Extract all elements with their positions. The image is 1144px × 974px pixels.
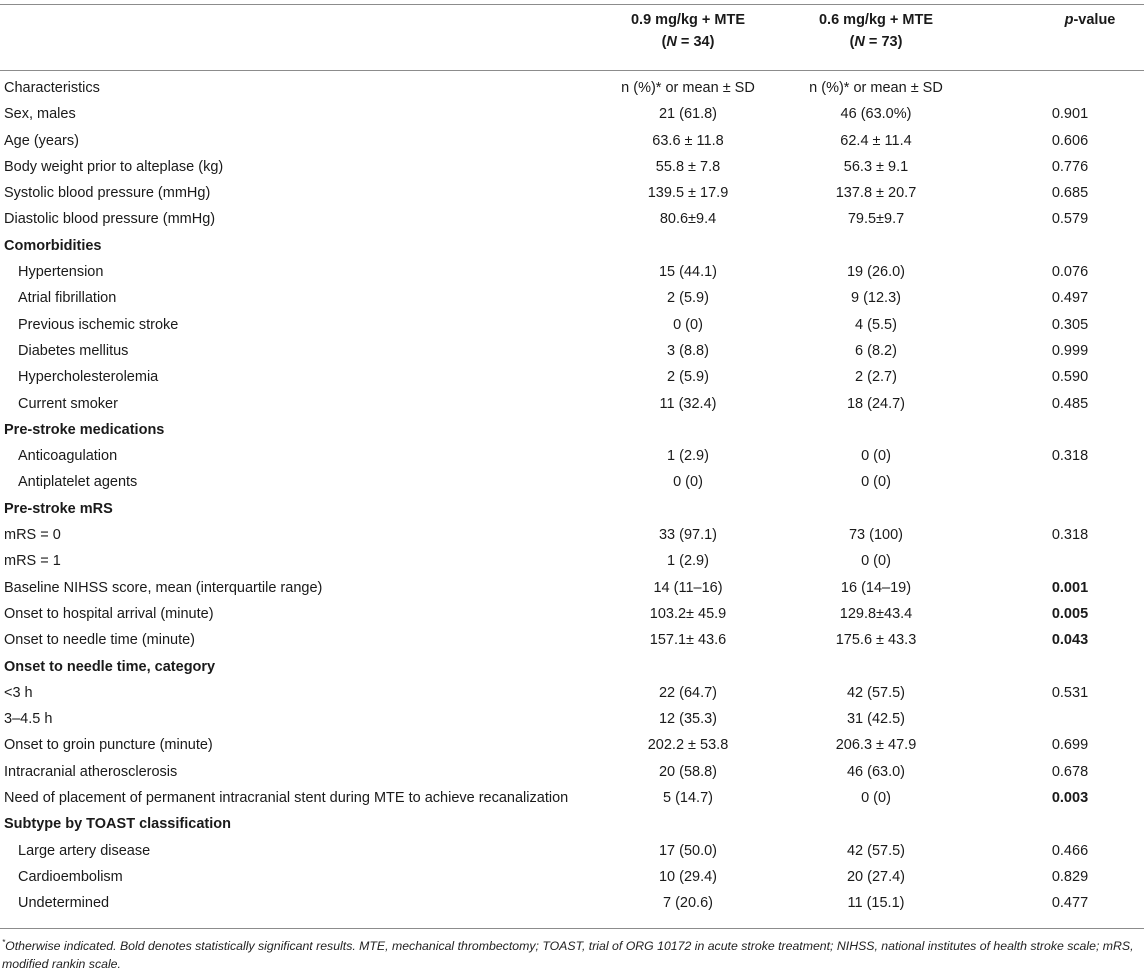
cell-0.9mg: 14 (11–16) <box>653 579 723 596</box>
cell-0.6mg: n (%)* or mean ± SD <box>809 80 943 96</box>
cell-p-value: 0.829 <box>1051 868 1089 885</box>
table-row <box>0 785 1144 811</box>
table-row <box>0 680 1144 706</box>
cell-p-value: 0.305 <box>1051 316 1089 333</box>
table-row <box>0 128 1144 154</box>
table-row <box>0 469 1144 495</box>
cell-0.9mg: 202.2 ± 53.8 <box>647 737 729 754</box>
table-row <box>0 443 1144 469</box>
cell-0.6mg: 0 (0) <box>861 474 891 491</box>
row-label: Comorbidities <box>4 237 102 254</box>
row-label: Previous ischemic stroke <box>18 316 179 333</box>
cell-0.9mg: 63.6 ± 11.8 <box>652 132 724 149</box>
row-label: mRS = 0 <box>4 527 61 544</box>
cell-p-value: 0.003 <box>1051 790 1089 807</box>
cell-0.6mg: 0 (0) <box>861 790 891 807</box>
table-row <box>0 312 1144 338</box>
cell-0.6mg: 175.6 ± 43.3 <box>835 632 917 649</box>
table-row <box>0 180 1144 206</box>
cell-0.6mg: 46 (63.0%) <box>840 106 912 123</box>
cell-0.9mg: 10 (29.4) <box>658 868 718 885</box>
table-row <box>0 864 1144 890</box>
cell-p-value: 0.318 <box>1051 448 1089 465</box>
table-row <box>0 838 1144 864</box>
cell-p-value: 0.497 <box>1051 290 1089 307</box>
cell-p-value: 0.901 <box>1051 106 1089 123</box>
table-section-header <box>0 496 1144 522</box>
row-label: Diastolic blood pressure (mmHg) <box>4 211 216 228</box>
cell-0.9mg: 21 (61.8) <box>658 106 718 123</box>
cell-p-value: 0.699 <box>1051 737 1089 754</box>
column-header-0.6mg-title: 0.6 mg/kg + MTE <box>818 12 934 28</box>
column-header-0.9mg <box>603 9 773 53</box>
table-row <box>0 601 1144 627</box>
table-row <box>0 364 1144 390</box>
table-section-header <box>0 233 1144 259</box>
cell-p-value: 0.531 <box>1051 684 1089 701</box>
cell-0.9mg: 103.2± 45.9 <box>649 605 727 622</box>
cell-p-value: 0.076 <box>1051 264 1089 281</box>
table-section-header <box>0 811 1144 837</box>
cell-0.9mg: 80.6±9.4 <box>659 211 717 228</box>
row-label: Anticoagulation <box>18 448 118 465</box>
cell-p-value: 0.999 <box>1051 342 1089 359</box>
table-row <box>0 759 1144 785</box>
row-label: Pre-stroke medications <box>4 421 165 438</box>
cell-0.9mg: 0 (0) <box>673 316 703 333</box>
column-header-0.9mg-title: 0.9 mg/kg + MTE <box>630 12 746 28</box>
row-label: Atrial fibrillation <box>18 290 117 307</box>
cell-0.6mg: 18 (24.7) <box>846 395 906 412</box>
row-label: Age (years) <box>4 132 79 149</box>
cell-0.6mg: 16 (14–19) <box>840 579 912 596</box>
table-top-rule <box>0 4 1144 5</box>
cell-0.6mg: 129.8±43.4 <box>839 605 913 622</box>
column-header-0.6mg <box>791 9 961 53</box>
row-label: Onset to needle time (minute) <box>4 632 196 649</box>
cell-p-value: 0.318 <box>1051 527 1089 544</box>
cell-p-value: 0.005 <box>1051 605 1089 622</box>
table-bottom-rule <box>0 928 1144 929</box>
cell-0.6mg: 42 (57.5) <box>846 684 906 701</box>
table-row <box>0 391 1144 417</box>
cell-0.9mg: n (%)* or mean ± SD <box>621 80 755 96</box>
row-label: <3 h <box>4 684 33 701</box>
cell-0.6mg: 2 (2.7) <box>855 369 897 386</box>
row-label: Body weight prior to alteplase (kg) <box>4 158 224 175</box>
table-body <box>0 75 1144 917</box>
row-label: Pre-stroke mRS <box>4 500 113 517</box>
column-header-0.6mg-n: (N = 73) <box>849 34 903 50</box>
table-row <box>0 890 1144 916</box>
cell-0.6mg: 137.8 ± 20.7 <box>835 185 917 202</box>
cell-p-value: 0.590 <box>1051 369 1089 386</box>
cell-p-value: 0.606 <box>1051 132 1089 149</box>
row-label: Need of placement of permanent intracranial stent during MTE to achieve recanalization <box>4 790 569 807</box>
cell-0.6mg: 9 (12.3) <box>851 290 901 307</box>
cell-p-value: 0.678 <box>1051 763 1089 780</box>
cell-p-value: 0.466 <box>1051 842 1089 859</box>
row-label: Baseline NIHSS score, mean (interquartile range) <box>4 579 323 596</box>
row-label: Hypercholesterolemia <box>18 369 159 386</box>
cell-0.6mg: 46 (63.0) <box>846 763 906 780</box>
cell-0.9mg: 55.8 ± 7.8 <box>655 158 721 175</box>
cell-0.9mg: 2 (5.9) <box>667 369 709 386</box>
cell-0.6mg: 62.4 ± 11.4 <box>840 132 912 149</box>
row-label: Intracranial atherosclerosis <box>4 763 178 780</box>
cell-0.6mg: 6 (8.2) <box>855 342 897 359</box>
table-row <box>0 732 1144 758</box>
cell-0.9mg: 20 (58.8) <box>658 763 718 780</box>
table-row <box>0 575 1144 601</box>
cell-0.9mg: 1 (2.9) <box>667 553 709 570</box>
row-label: Undetermined <box>18 895 110 912</box>
cell-0.6mg: 19 (26.0) <box>846 264 906 281</box>
row-label: Onset to hospital arrival (minute) <box>4 605 214 622</box>
cell-0.9mg: 22 (64.7) <box>658 684 718 701</box>
row-label: mRS = 1 <box>4 553 61 570</box>
row-label: Systolic blood pressure (mmHg) <box>4 185 211 202</box>
row-label: Sex, males <box>4 106 76 123</box>
cell-0.9mg: 5 (14.7) <box>663 790 713 807</box>
row-label: Current smoker <box>18 395 118 412</box>
cell-0.6mg: 42 (57.5) <box>846 842 906 859</box>
table-row <box>0 706 1144 732</box>
table-row <box>0 154 1144 180</box>
row-label: Characteristics <box>4 80 100 96</box>
cell-0.9mg: 0 (0) <box>673 474 703 491</box>
table-row <box>0 522 1144 548</box>
cell-0.6mg: 56.3 ± 9.1 <box>843 158 909 175</box>
cell-0.9mg: 157.1± 43.6 <box>649 632 727 649</box>
cell-0.9mg: 2 (5.9) <box>667 290 709 307</box>
cell-0.9mg: 12 (35.3) <box>658 711 718 728</box>
table-row <box>0 338 1144 364</box>
cell-0.6mg: 79.5±9.7 <box>847 211 905 228</box>
cell-0.9mg: 1 (2.9) <box>667 448 709 465</box>
row-label: Hypertension <box>18 264 104 281</box>
cell-0.6mg: 0 (0) <box>861 448 891 465</box>
row-label: Onset to groin puncture (minute) <box>4 737 213 754</box>
cell-p-value: 0.685 <box>1051 185 1089 202</box>
row-label: Diabetes mellitus <box>18 342 129 359</box>
column-header-0.9mg-n: (N = 34) <box>661 34 715 50</box>
table-header-rule <box>0 70 1144 71</box>
table-row <box>0 206 1144 232</box>
cell-0.6mg: 4 (5.5) <box>855 316 897 333</box>
cell-p-value: 0.485 <box>1051 395 1089 412</box>
table-section-header <box>0 654 1144 680</box>
table-row <box>0 285 1144 311</box>
table-row <box>0 548 1144 574</box>
cell-p-value: 0.579 <box>1051 211 1089 228</box>
cell-0.9mg: 3 (8.8) <box>667 342 709 359</box>
row-label: Subtype by TOAST classification <box>4 816 231 833</box>
row-label: 3–4.5 h <box>4 711 53 728</box>
cell-p-value: 0.043 <box>1051 632 1089 649</box>
column-header-p-value: p-value <box>1064 12 1116 28</box>
cell-0.9mg: 17 (50.0) <box>658 842 718 859</box>
row-label: Cardioembolism <box>18 868 123 885</box>
cell-0.6mg: 206.3 ± 47.9 <box>835 737 917 754</box>
row-label: Large artery disease <box>18 842 151 859</box>
table-row <box>0 627 1144 653</box>
row-label: Antiplatelet agents <box>18 474 138 491</box>
cell-p-value: 0.001 <box>1051 579 1089 596</box>
cell-0.6mg: 11 (15.1) <box>847 895 905 912</box>
cell-0.9mg: 15 (44.1) <box>658 264 718 281</box>
table-row <box>0 75 1144 101</box>
cell-0.9mg: 139.5 ± 17.9 <box>647 185 729 202</box>
table-row <box>0 101 1144 127</box>
cell-0.9mg: 7 (20.6) <box>663 895 713 912</box>
cell-0.6mg: 73 (100) <box>848 527 903 544</box>
table-row <box>0 259 1144 285</box>
cell-0.6mg: 20 (27.4) <box>846 868 906 885</box>
cell-0.6mg: 0 (0) <box>861 553 891 570</box>
cell-0.6mg: 31 (42.5) <box>846 711 906 728</box>
row-label: Onset to needle time, category <box>4 658 216 675</box>
table-footnote: *Otherwise indicated. Bold denotes statistically significant results. MTE, mechanical thrombectomy; TOAST, trial of ORG 10172 in acute stroke treatment; NIHSS, national institutes of health stroke scale; mRS, modified rankin scale. <box>2 938 1134 972</box>
cell-p-value: 0.477 <box>1051 895 1089 912</box>
cell-0.9mg: 11 (32.4) <box>659 395 717 412</box>
cell-p-value: 0.776 <box>1051 158 1089 175</box>
table-section-header <box>0 417 1144 443</box>
cell-0.9mg: 33 (97.1) <box>658 527 718 544</box>
